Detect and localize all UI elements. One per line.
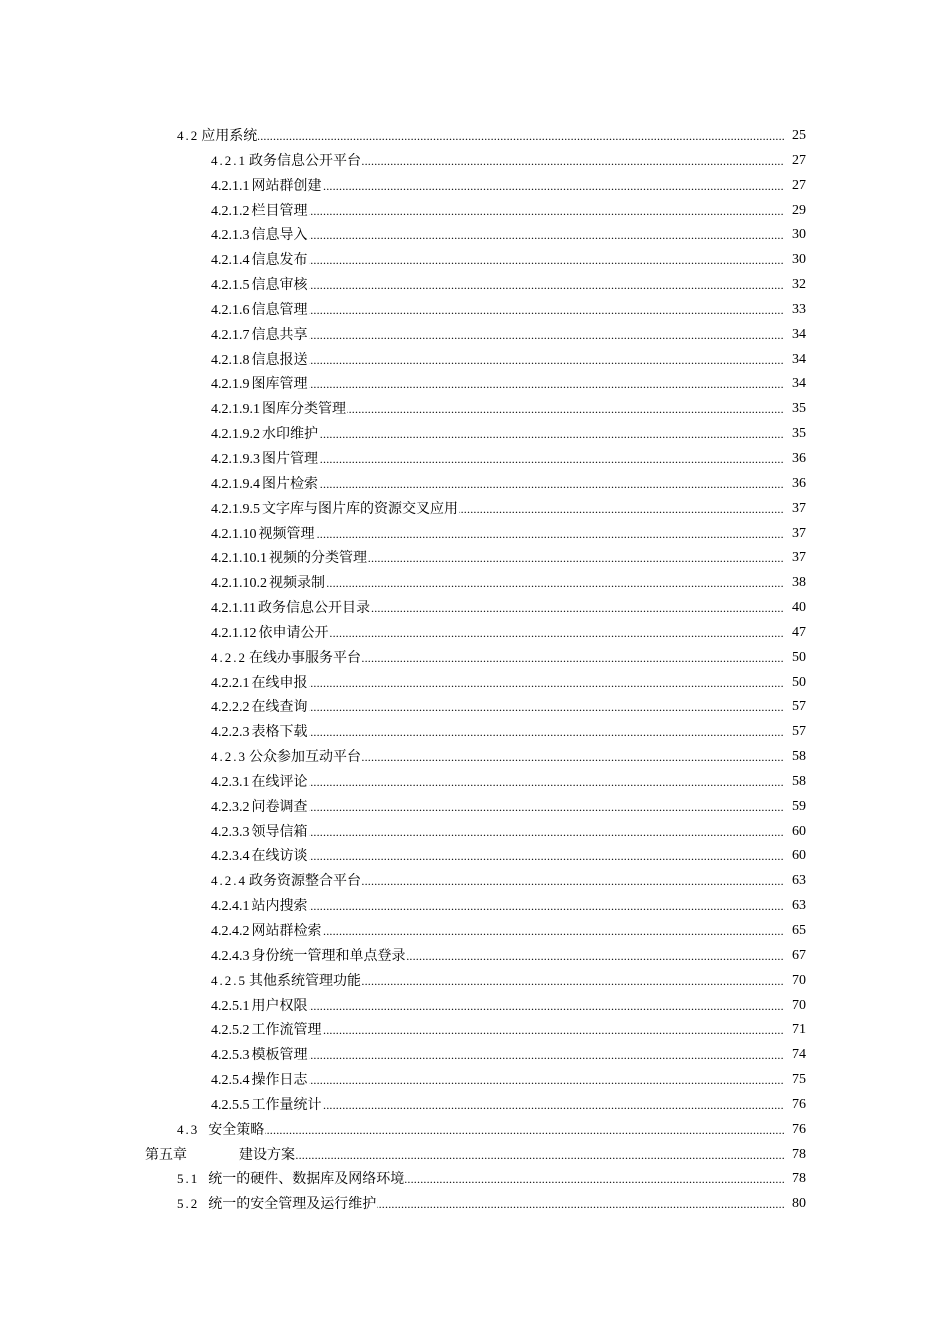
toc-page-number: 50 xyxy=(784,671,806,696)
toc-page-number: 34 xyxy=(784,372,806,397)
toc-entry[interactable] xyxy=(0,969,950,994)
toc-entry-number: 4.2.1.9.3 xyxy=(211,451,260,467)
toc-entry[interactable] xyxy=(0,820,950,845)
toc-entry[interactable] xyxy=(0,372,950,397)
toc-entry-label xyxy=(211,348,309,374)
toc-entry-title: 文字库与图片库的资源交叉应用 xyxy=(262,500,458,517)
toc-entry[interactable] xyxy=(0,1118,950,1143)
toc-entry-title: 信息管理 xyxy=(251,301,308,318)
toc-entry-label xyxy=(211,944,407,970)
toc-entry-title: 工作流管理 xyxy=(251,1022,322,1039)
toc-entry-title: 在线办事服务平台 xyxy=(249,649,361,666)
toc-entry-title: 网站群创建 xyxy=(251,177,322,194)
toc-entry-number: 4.2.1.9.4 xyxy=(211,476,260,492)
toc-entry-title: 表格下载 xyxy=(251,724,308,741)
toc-entry-label xyxy=(211,695,309,721)
toc-entry[interactable] xyxy=(0,944,950,969)
toc-page-number: 35 xyxy=(784,422,806,447)
toc-entry-label xyxy=(211,720,309,746)
toc-entry-number: 4.2.5 xyxy=(211,972,247,988)
toc-entry-label xyxy=(211,994,309,1020)
toc-page-number: 27 xyxy=(784,174,806,199)
toc-entry-label xyxy=(211,472,319,498)
toc-entry-label xyxy=(211,522,316,548)
toc-entry-title: 网站群检索 xyxy=(251,923,322,939)
toc-entry-label xyxy=(211,1043,309,1069)
toc-page-number: 30 xyxy=(784,223,806,248)
toc-entry-label xyxy=(211,621,330,647)
toc-page-number: 40 xyxy=(784,596,806,621)
toc-entry-label xyxy=(211,571,326,597)
toc-entry-title: 问卷调查 xyxy=(251,798,308,815)
toc-entry[interactable] xyxy=(0,174,950,199)
toc-entry[interactable] xyxy=(0,273,950,298)
toc-entry-number: 4.2.1.7 xyxy=(211,327,250,343)
toc-entry[interactable] xyxy=(0,646,950,671)
toc-page-number: 58 xyxy=(784,745,806,770)
toc-entry-number: 4.2 xyxy=(177,128,200,143)
toc-page-number: 37 xyxy=(784,522,806,547)
toc-entry-title: 站内搜索 xyxy=(251,898,308,915)
toc-entry[interactable] xyxy=(0,1143,950,1168)
toc-page-number: 59 xyxy=(784,795,806,820)
toc-entry-number: 4.2.5.2 xyxy=(211,1023,250,1039)
toc-entry-title: 操作日志 xyxy=(251,1072,308,1089)
toc-page-number: 25 xyxy=(784,124,806,149)
toc-entry-number: 4.2.2.2 xyxy=(211,700,250,716)
toc-entry[interactable] xyxy=(0,1093,950,1118)
toc-entry-label xyxy=(211,397,347,423)
toc-page-number: 34 xyxy=(784,323,806,348)
toc-page-number: 37 xyxy=(784,546,806,571)
toc-entry[interactable] xyxy=(0,1018,950,1043)
toc-entry[interactable] xyxy=(0,522,950,547)
toc-entry-title: 模板管理 xyxy=(251,1047,308,1064)
toc-entry-title: 领导信箱 xyxy=(251,823,308,840)
toc-entry-label xyxy=(211,298,309,324)
toc-entry-label xyxy=(145,1143,296,1169)
toc-entry-title: 政务信息公开平台 xyxy=(249,152,361,169)
toc-entry-label xyxy=(177,124,258,149)
toc-entry-label xyxy=(211,671,309,697)
toc-page-number: 57 xyxy=(784,720,806,745)
toc-entry-number: 4.2.3.3 xyxy=(211,824,250,840)
toc-entry[interactable] xyxy=(0,397,950,422)
toc-entry-label xyxy=(211,969,362,994)
toc-entry-number: 5.2 xyxy=(177,1196,200,1212)
toc-dot-leader xyxy=(177,1118,784,1143)
toc-entry-number: 4.2.1.2 xyxy=(211,203,250,219)
toc-entry-title: 在线访谈 xyxy=(251,848,308,865)
toc-page-number: 74 xyxy=(784,1043,806,1068)
toc-entry-title: 信息报送 xyxy=(251,351,308,368)
toc-page-number: 80 xyxy=(784,1192,806,1217)
toc-entry-number: 4.2.2.3 xyxy=(211,725,250,741)
toc-page-number: 78 xyxy=(784,1167,806,1192)
toc-page-number: 32 xyxy=(784,273,806,298)
toc-entry-number: 4.2.1.3 xyxy=(211,228,250,244)
toc-entry-title: 统一的硬件、数据库及网络环境 xyxy=(208,1171,405,1188)
toc-page-number: 65 xyxy=(784,919,806,944)
toc-entry-title: 其他系统管理功能 xyxy=(249,972,361,989)
toc-entry[interactable] xyxy=(0,770,950,795)
toc-page-number: 35 xyxy=(784,397,806,422)
toc-page-number: 47 xyxy=(784,621,806,646)
toc-entry-number: 4.2.1.9 xyxy=(211,377,250,393)
toc-entry-label xyxy=(211,372,309,398)
toc-entry[interactable] xyxy=(0,497,950,522)
toc-entry-number: 4.2.1.10.2 xyxy=(211,576,267,592)
toc-entry-title: 水印维护 xyxy=(262,426,318,443)
toc-page-number: 70 xyxy=(784,969,806,994)
toc-entry-number: 第五章 xyxy=(145,1147,187,1163)
toc-entry-title: 在线评论 xyxy=(251,773,308,790)
toc-entry-label xyxy=(211,323,309,349)
toc-entry[interactable] xyxy=(0,621,950,646)
toc-entry[interactable] xyxy=(0,919,950,944)
toc-entry-title: 政务资源整合平台 xyxy=(249,873,361,890)
toc-entry-label xyxy=(177,1167,405,1192)
toc-entry-title: 应用系统 xyxy=(201,128,258,144)
toc-entry-label xyxy=(211,795,309,821)
toc-entry-title: 图库管理 xyxy=(251,376,308,393)
toc-entry-number: 4.2.1.9.1 xyxy=(211,402,260,418)
toc-entry-title: 信息导入 xyxy=(251,227,308,244)
toc-entry-label xyxy=(211,1068,309,1094)
toc-entry-label xyxy=(211,869,362,894)
toc-page-number: 67 xyxy=(784,944,806,969)
toc-entry-number: 4.2.4.2 xyxy=(211,924,250,939)
toc-entry-label xyxy=(211,422,319,448)
toc-entry-label xyxy=(211,919,323,945)
toc-entry[interactable] xyxy=(0,348,950,373)
toc-page-number: 38 xyxy=(784,571,806,596)
toc-entry[interactable] xyxy=(0,323,950,348)
toc-page-number: 63 xyxy=(784,894,806,919)
toc-entry[interactable] xyxy=(0,844,950,869)
toc-entry[interactable] xyxy=(0,994,950,1019)
toc-entry-number: 4.2.1.10 xyxy=(211,526,257,542)
toc-entry-number: 4.2.5.5 xyxy=(211,1097,250,1113)
toc-page-number: 70 xyxy=(784,994,806,1019)
toc-entry-title: 依申请公开 xyxy=(258,624,329,641)
toc-entry-number: 4.2.4 xyxy=(211,873,247,889)
toc-page-number: 50 xyxy=(784,646,806,671)
toc-entry-title: 信息发布 xyxy=(251,252,308,269)
toc-entry-title: 建设方案 xyxy=(239,1146,295,1163)
toc-page-number: 60 xyxy=(784,820,806,845)
toc-page-number: 33 xyxy=(784,298,806,323)
toc-entry-number: 4.2.3.1 xyxy=(211,774,250,790)
toc-entry-number: 4.2.4.1 xyxy=(211,899,250,915)
toc-entry-label xyxy=(211,273,309,299)
toc-entry-title: 在线申报 xyxy=(251,674,308,691)
toc-entry-number: 4.2.1.9.2 xyxy=(211,427,260,443)
toc-entry-label xyxy=(211,770,309,796)
toc-entry-title: 栏目管理 xyxy=(251,202,308,219)
toc-entry-title: 视频管理 xyxy=(258,525,315,542)
toc-entry[interactable] xyxy=(0,894,950,919)
toc-entry-label xyxy=(211,596,371,622)
toc-entry-number: 4.2.3.2 xyxy=(211,799,250,815)
toc-entry-label xyxy=(211,646,362,671)
toc-page-number: 71 xyxy=(784,1018,806,1043)
toc-entry-number: 4.2.5.3 xyxy=(211,1048,250,1064)
toc-entry-title: 工作量统计 xyxy=(251,1096,322,1113)
toc-entry-title: 在线查询 xyxy=(251,699,308,716)
toc-page-number: 63 xyxy=(784,869,806,894)
toc-entry-title: 公众参加互动平台 xyxy=(249,749,361,766)
toc-entry[interactable] xyxy=(0,223,950,248)
toc-entry-label xyxy=(177,1192,377,1217)
toc-entry-label xyxy=(211,223,309,249)
toc-entry-number: 4.2.5.1 xyxy=(211,998,250,1014)
toc-entry-number: 4.2.3.4 xyxy=(211,849,250,865)
toc-entry[interactable] xyxy=(0,1068,950,1093)
toc-entry-label xyxy=(211,1018,323,1044)
toc-entry-label xyxy=(211,248,309,274)
toc-entry-title: 图库分类管理 xyxy=(262,401,346,418)
toc-entry-label xyxy=(211,844,309,870)
toc-entry[interactable] xyxy=(0,1043,950,1068)
toc-entry-number: 4.2.5.4 xyxy=(211,1073,250,1089)
toc-entry[interactable] xyxy=(0,248,950,273)
toc-entry-label xyxy=(211,497,459,523)
toc-entry-title: 视频录制 xyxy=(269,575,325,592)
toc-entry-number: 4.3 xyxy=(177,1121,200,1137)
toc-page-number: 57 xyxy=(784,695,806,720)
toc-entry-number: 4.2.4.3 xyxy=(211,948,250,964)
toc-page-number: 30 xyxy=(784,248,806,273)
toc-entry-number: 4.2.1.8 xyxy=(211,352,250,368)
toc-entry[interactable] xyxy=(0,199,950,224)
toc-page-number: 34 xyxy=(784,348,806,373)
toc-entry[interactable] xyxy=(0,745,950,770)
toc-page-number: 76 xyxy=(784,1118,806,1143)
toc-entry[interactable] xyxy=(0,546,950,571)
toc-page-number: 58 xyxy=(784,770,806,795)
toc-page-number: 78 xyxy=(784,1143,806,1168)
toc-entry-title: 视频的分类管理 xyxy=(269,550,367,567)
toc-entry-number: 4.2.2.1 xyxy=(211,675,250,691)
toc-entry[interactable] xyxy=(0,1167,950,1192)
toc-entry-title: 用户权限 xyxy=(251,997,308,1014)
toc-entry-title: 安全策略 xyxy=(208,1121,265,1138)
toc-page-number: 27 xyxy=(784,149,806,174)
table-of-contents xyxy=(0,124,950,1217)
toc-entry[interactable] xyxy=(0,1192,950,1217)
toc-entry[interactable] xyxy=(0,571,950,596)
toc-entry-number: 4.2.1 xyxy=(211,152,247,168)
toc-entry-label xyxy=(211,745,362,770)
toc-entry-number: 4.2.1.12 xyxy=(211,625,257,641)
toc-entry-title: 图片管理 xyxy=(262,450,318,467)
toc-page-number: 29 xyxy=(784,199,806,224)
toc-entry-number: 4.2.1.6 xyxy=(211,302,250,318)
toc-entry-number: 4.2.2 xyxy=(211,649,247,665)
toc-entry[interactable] xyxy=(0,472,950,497)
toc-entry[interactable] xyxy=(0,149,950,174)
toc-entry-label xyxy=(211,894,309,920)
toc-entry[interactable] xyxy=(0,795,950,820)
toc-entry[interactable] xyxy=(0,695,950,720)
toc-entry-title: 图片检索 xyxy=(262,475,318,492)
toc-entry-number: 5.1 xyxy=(177,1171,200,1187)
toc-entry-title: 信息审核 xyxy=(251,277,308,294)
toc-page-number: 37 xyxy=(784,497,806,522)
toc-entry[interactable] xyxy=(0,124,950,149)
toc-entry[interactable] xyxy=(0,298,950,323)
toc-entry[interactable] xyxy=(0,671,950,696)
toc-entry-label xyxy=(211,149,362,174)
toc-entry-label xyxy=(211,447,319,473)
toc-entry[interactable] xyxy=(0,422,950,447)
toc-entry-label xyxy=(211,1093,323,1119)
toc-entry-number: 4.2.1.1 xyxy=(211,178,250,194)
toc-entry-number: 4.2.1.10.1 xyxy=(211,551,267,567)
toc-entry[interactable] xyxy=(0,447,950,472)
toc-entry[interactable] xyxy=(0,596,950,621)
toc-page-number: 75 xyxy=(784,1068,806,1093)
toc-entry-title: 身份统一管理和单点登录 xyxy=(251,947,406,964)
toc-entry[interactable] xyxy=(0,869,950,894)
toc-dot-leader xyxy=(177,124,784,149)
toc-entry-number: 4.2.1.9.5 xyxy=(211,501,260,517)
toc-page-number: 36 xyxy=(784,447,806,472)
toc-entry-label xyxy=(177,1118,265,1143)
toc-entry-number: 4.2.1.4 xyxy=(211,253,250,269)
toc-entry-number: 4.2.1.11 xyxy=(211,601,256,617)
toc-entry-label xyxy=(211,546,368,572)
toc-entry-label xyxy=(211,174,323,200)
toc-entry-title: 信息共享 xyxy=(251,326,308,343)
toc-page-number: 76 xyxy=(784,1093,806,1118)
toc-entry-number: 4.2.3 xyxy=(211,749,247,765)
toc-entry-label xyxy=(211,820,309,846)
toc-entry-number: 4.2.1.5 xyxy=(211,278,250,294)
toc-entry-label xyxy=(211,199,309,225)
toc-entry-title: 统一的安全管理及运行维护 xyxy=(208,1196,377,1213)
toc-page-number: 60 xyxy=(784,844,806,869)
toc-entry-title: 政务信息公开目录 xyxy=(257,600,370,617)
toc-page-number: 36 xyxy=(784,472,806,497)
toc-entry[interactable] xyxy=(0,720,950,745)
